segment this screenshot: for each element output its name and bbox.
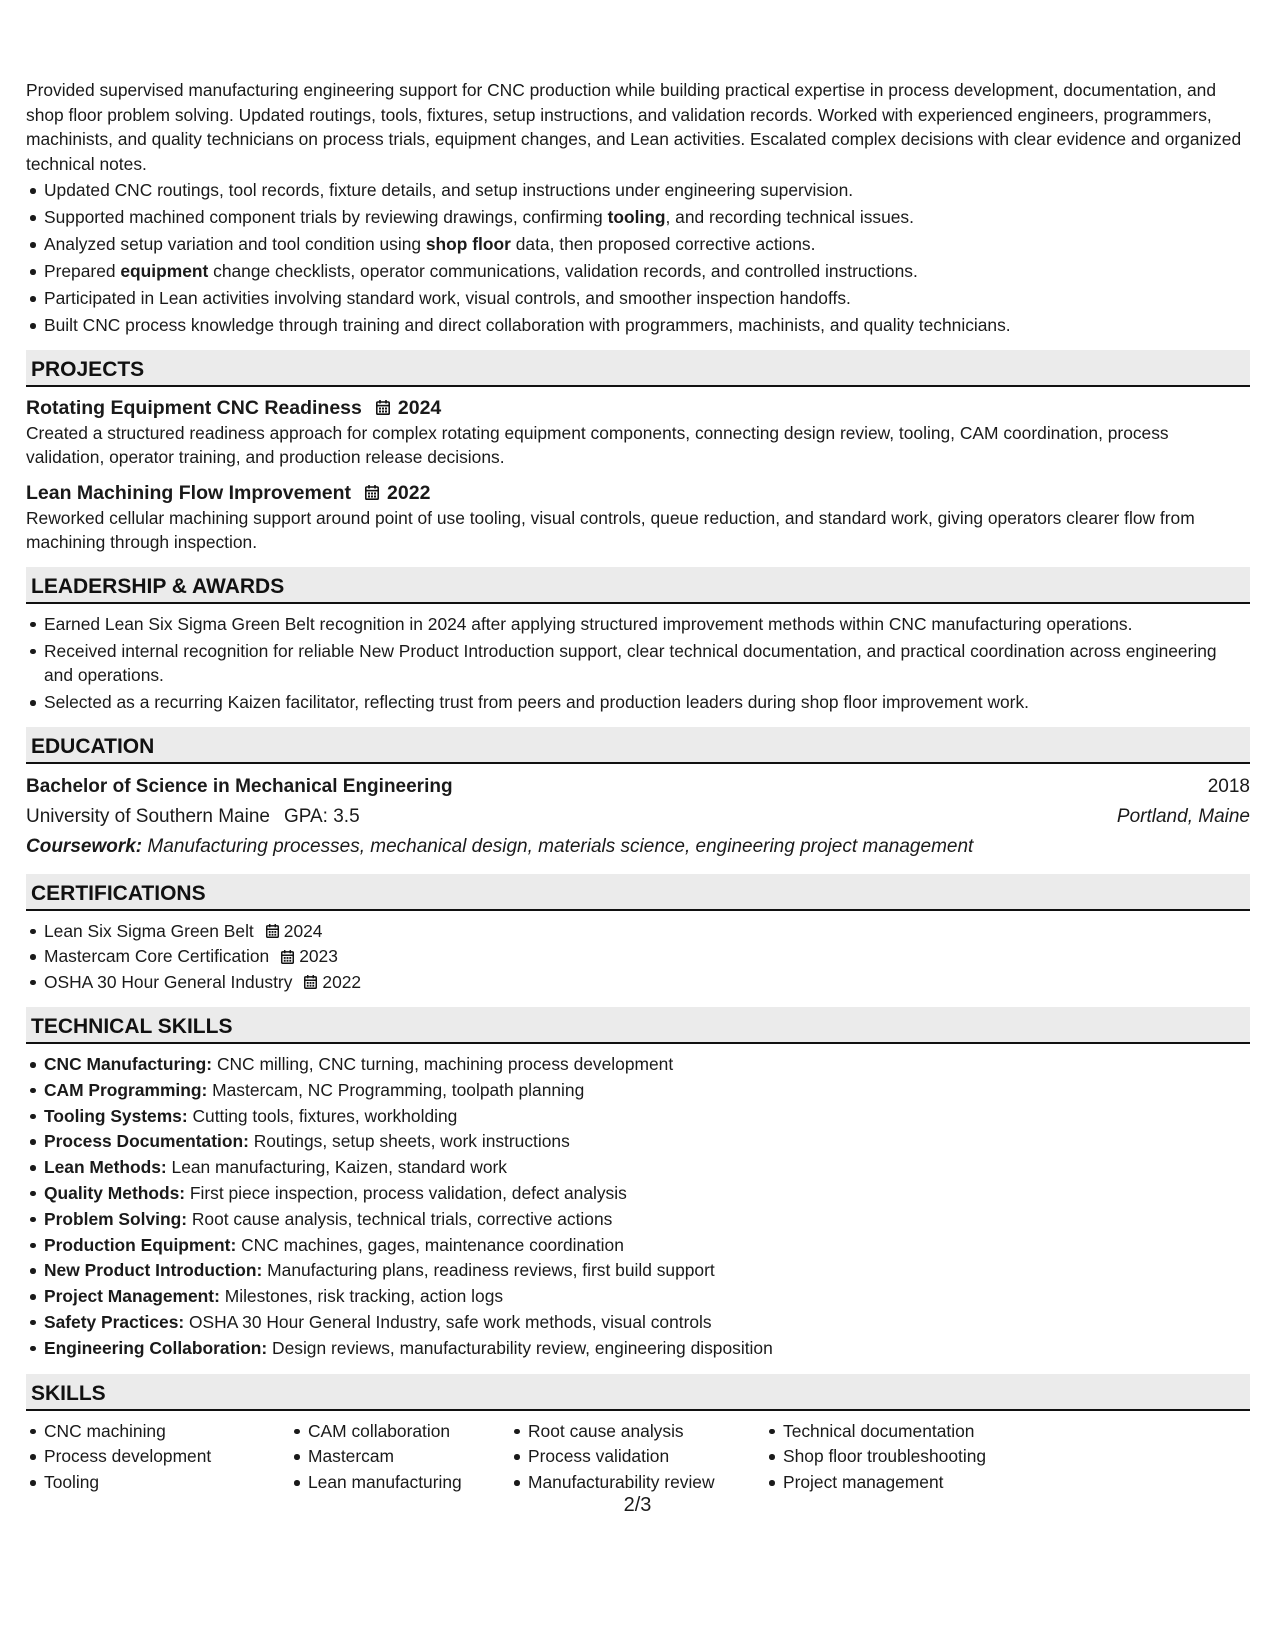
- skills-column: [765, 1419, 1043, 1496]
- skills-column: [510, 1419, 765, 1496]
- project-description: Reworked cellular machining support around point of use tooling, visual controls, queue reduction, and standard work, giving operators clearer flow from machining through inspection.: [26, 507, 1195, 552]
- leadership-item: Selected as a recurring Kaizen facilitator, reflecting trust from peers and production leaders during shop floor improvement work.: [44, 690, 1250, 715]
- section-header-education: EDUCATION: [26, 727, 1250, 764]
- project-year: 2024: [397, 396, 442, 419]
- coursework: Coursework: Manufacturing processes, mechanical design, materials science, engineering project management: [26, 835, 974, 857]
- skill-item: CNC machining: [44, 1419, 290, 1445]
- section-header-skills: SKILLS: [26, 1374, 1250, 1411]
- calendar-icon: [266, 924, 279, 938]
- skill-item: Mastercam: [308, 1444, 510, 1470]
- education-entry: [26, 772, 1250, 862]
- experience-bullet: Prepared equipment change checklists, operator communications, validation records, and controlled instructions.: [44, 259, 1250, 284]
- technical-skill-item: CNC Manufacturing: CNC milling, CNC turning, machining process development: [44, 1052, 1250, 1078]
- gpa: GPA: 3.5: [283, 805, 360, 827]
- project-title: Rotating Equipment CNC Readiness: [26, 396, 362, 419]
- skill-item: Tooling: [44, 1470, 290, 1496]
- page-number: 2/3: [623, 1494, 652, 1516]
- skill-item: Root cause analysis: [528, 1419, 765, 1445]
- experience-bullet: Built CNC process knowledge through training and direct collaboration with programmers, machinists, and quality technicians.: [44, 313, 1250, 338]
- skill-item: Shop floor troubleshooting: [783, 1444, 1043, 1470]
- skill-item: Technical documentation: [783, 1419, 1043, 1445]
- technical-skill-item: CAM Programming: Mastercam, NC Programming, toolpath planning: [44, 1078, 1250, 1104]
- calendar-icon: [281, 950, 294, 964]
- technical-skill-item: Process Documentation: Routings, setup sheets, work instructions: [44, 1129, 1250, 1155]
- leadership-list: [26, 612, 1250, 715]
- leadership-item: Received internal recognition for reliable New Product Introduction support, clear technical documentation, and practical coordination across engineering and operations.: [44, 639, 1250, 688]
- certification-item: Mastercam Core Certification 2023: [44, 944, 1250, 970]
- technical-skill-item: Problem Solving: Root cause analysis, technical trials, corrective actions: [44, 1207, 1250, 1233]
- certification-item: OSHA 30 Hour General Industry 2022: [44, 970, 1250, 996]
- technical-skill-item: Production Equipment: CNC machines, gages, maintenance coordination: [44, 1233, 1250, 1259]
- skills-column: [26, 1419, 290, 1496]
- graduation-year: 2018: [1207, 775, 1250, 797]
- technical-skill-item: Tooling Systems: Cutting tools, fixtures, workholding: [44, 1104, 1250, 1130]
- project-title: Lean Machining Flow Improvement: [26, 481, 352, 504]
- experience-bullets: [26, 178, 1250, 338]
- technical-skill-item: Project Management: Milestones, risk tracking, action logs: [44, 1284, 1250, 1310]
- technical-skill-item: Lean Methods: Lean manufacturing, Kaizen, standard work: [44, 1155, 1250, 1181]
- skill-item: Lean manufacturing: [308, 1470, 510, 1496]
- resume-page: [26, 78, 1250, 1496]
- skill-item: Manufacturability review: [528, 1470, 765, 1496]
- project-entry: [26, 395, 1250, 470]
- technical-skill-item: Quality Methods: First piece inspection, process validation, defect analysis: [44, 1181, 1250, 1207]
- technical-skill-item: Engineering Collaboration: Design reviews, manufacturability review, engineering disposition: [44, 1336, 1250, 1362]
- technical-skill-item: New Product Introduction: Manufacturing plans, readiness reviews, first build support: [44, 1258, 1250, 1284]
- skill-item: CAM collaboration: [308, 1419, 510, 1445]
- skill-item: Process development: [44, 1444, 290, 1470]
- skill-item: Process validation: [528, 1444, 765, 1470]
- certifications-list: [26, 919, 1250, 996]
- experience-bullet: Analyzed setup variation and tool condition using shop floor data, then proposed corrective actions.: [44, 232, 1250, 257]
- section-header-certifications: CERTIFICATIONS: [26, 874, 1250, 911]
- degree-title: Bachelor of Science in Mechanical Engineering: [26, 775, 453, 797]
- calendar-icon: [304, 975, 317, 989]
- project-description: Created a structured readiness approach for complex rotating equipment components, connecting design review, tooling, CAM coordination, process validation, operator training, and production release decisions.: [26, 422, 1169, 467]
- skills-column: [290, 1419, 510, 1496]
- experience-bullet: Updated CNC routings, tool records, fixture details, and setup instructions under engineering supervision.: [44, 178, 1250, 203]
- technical-skill-item: Safety Practices: OSHA 30 Hour General Industry, safe work methods, visual controls: [44, 1310, 1250, 1336]
- project-year: 2022: [387, 481, 431, 504]
- skill-item: Project management: [783, 1470, 1043, 1496]
- calendar-icon: [376, 400, 390, 415]
- experience-summary: Provided supervised manufacturing engineering support for CNC production while building practical expertise in process development, documentation, and shop floor problem solving. Updated routings, tools, fixtures, setup instructions, and validation records. Worked with experienced engineers, programmers, machinists, and quality technicians on process trials, equipment changes, and Lean activities. Escalated complex decisions with clear evidence and organized technical notes.: [26, 80, 1242, 174]
- section-header-projects: PROJECTS: [26, 350, 1250, 387]
- skills-grid: [26, 1419, 1250, 1496]
- school-name: University of Southern Maine: [26, 805, 270, 827]
- leadership-item: Earned Lean Six Sigma Green Belt recognition in 2024 after applying structured improvement methods within CNC manufacturing operations.: [44, 612, 1250, 637]
- section-header-technical-skills: TECHNICAL SKILLS: [26, 1007, 1250, 1044]
- section-header-leadership: LEADERSHIP & AWARDS: [26, 567, 1250, 604]
- technical-skills-list: [26, 1052, 1250, 1362]
- calendar-icon: [365, 485, 379, 500]
- certification-item: Lean Six Sigma Green Belt 2024: [44, 919, 1250, 945]
- experience-bullet: Supported machined component trials by reviewing drawings, confirming tooling, and recording technical issues.: [44, 205, 1250, 230]
- school-location: Portland, Maine: [1116, 805, 1250, 827]
- project-entry: [26, 480, 1250, 555]
- experience-bullet: Participated in Lean activities involving standard work, visual controls, and smoother inspection handoffs.: [44, 286, 1250, 311]
